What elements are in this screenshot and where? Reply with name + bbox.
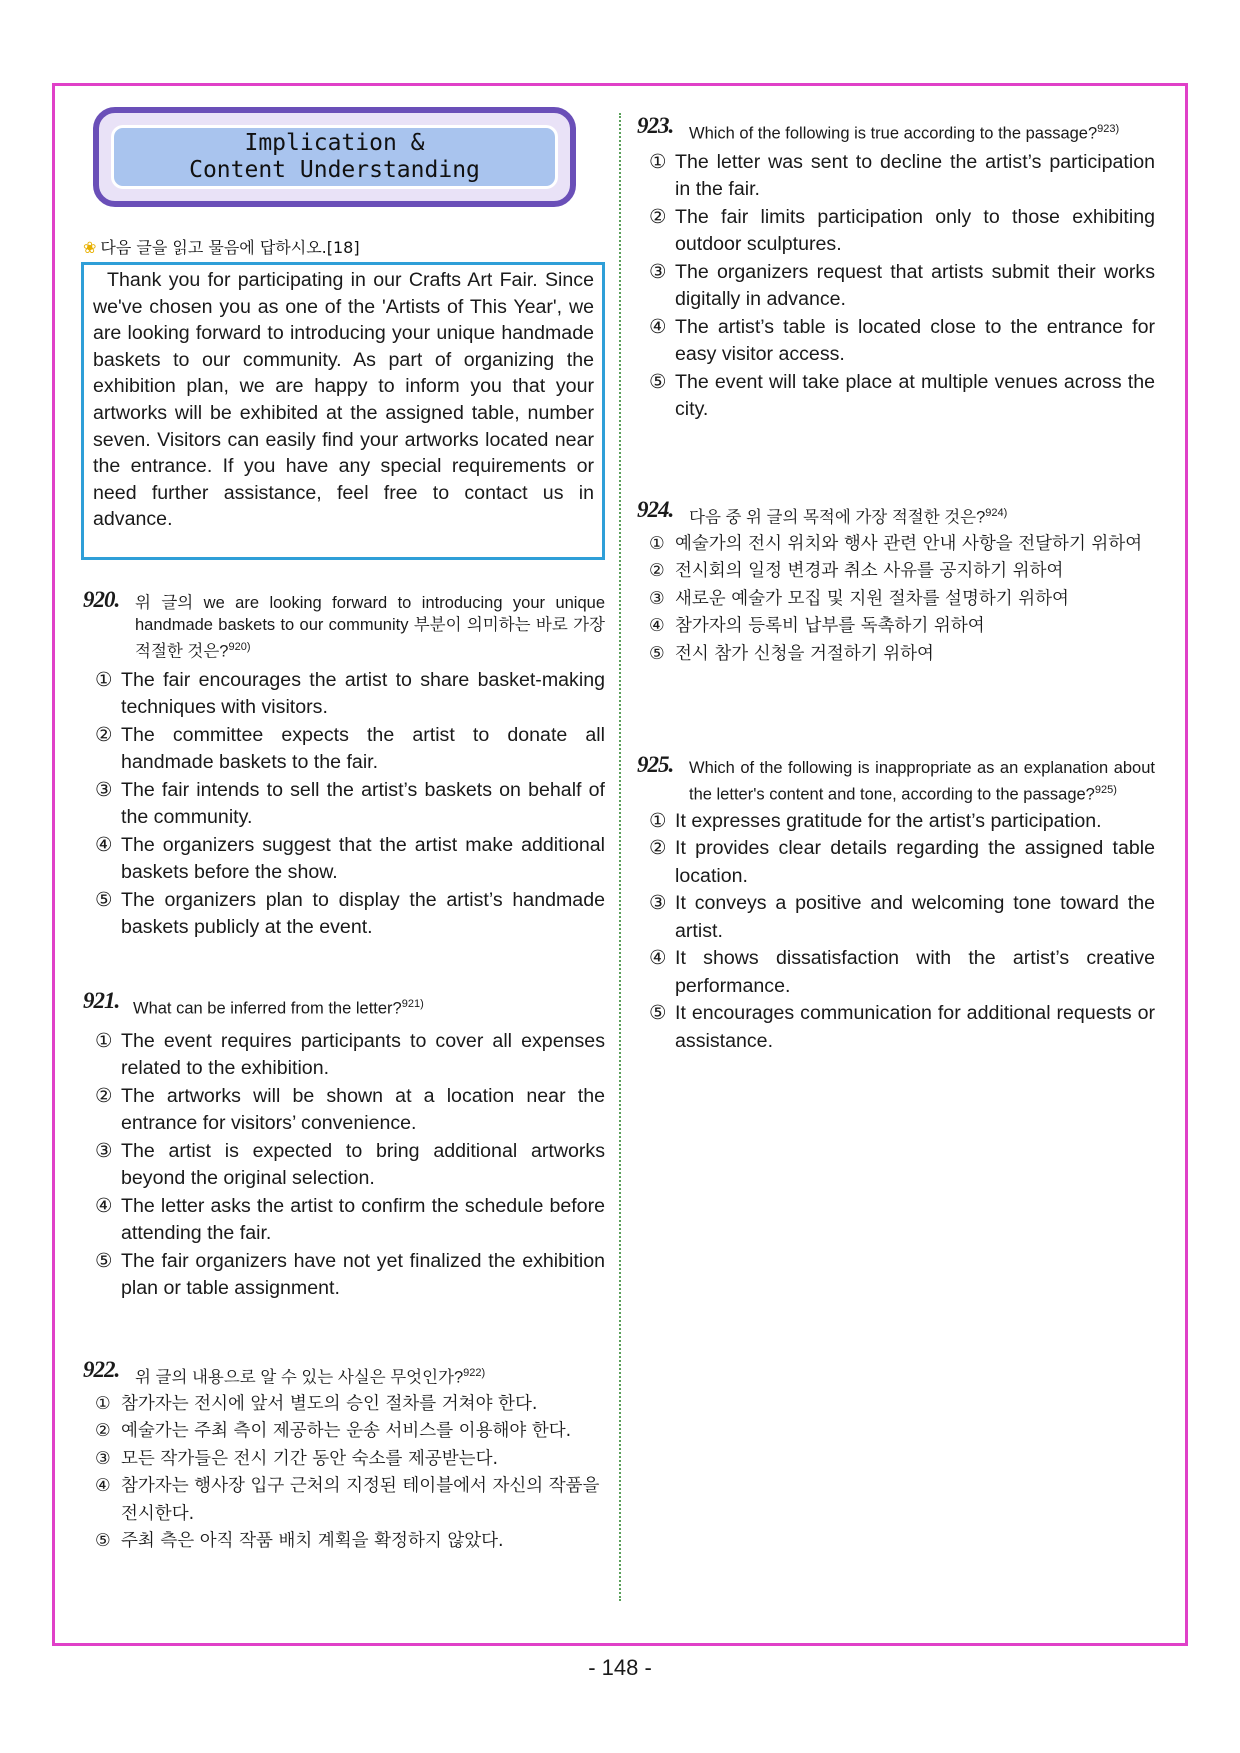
option-item[interactable] xyxy=(637,369,1155,424)
question-text: 위 글의 we are looking forward to introducing your unique handmade baskets to our community 부분이 의미하는 바로 가장 적절한 것은? xyxy=(135,594,605,661)
question-number: 922. xyxy=(83,1357,120,1382)
option-mark: ④ xyxy=(649,315,667,338)
question-ref: 924) xyxy=(985,507,1008,519)
question-stem xyxy=(637,752,1155,806)
option-item[interactable] xyxy=(637,641,1155,669)
option-mark: ⑤ xyxy=(95,1249,113,1272)
option-item[interactable] xyxy=(83,1473,605,1528)
option-item[interactable] xyxy=(83,1028,605,1083)
option-text: 참가자의 등록비 납부를 독촉하기 위하여 xyxy=(675,616,985,636)
option-item[interactable] xyxy=(637,531,1155,559)
option-item[interactable] xyxy=(637,613,1155,641)
option-text: The fair encourages the artist to share basket-making techniques with visitors. xyxy=(121,668,605,718)
instruction xyxy=(83,235,360,258)
option-mark: ① xyxy=(649,533,665,554)
option-mark: ③ xyxy=(95,1139,113,1162)
option-text: 참가자는 행사장 입구 근처의 지정된 테이블에서 자신의 작품을 전시한다. xyxy=(121,1476,600,1524)
option-text: The fair limits participation only to those exhibiting outdoor sculptures. xyxy=(675,205,1155,255)
option-text: 모든 작가들은 전시 기간 동안 숙소를 제공받는다. xyxy=(121,1448,499,1469)
option-item[interactable] xyxy=(83,1248,605,1303)
option-text: It provides clear details regarding the assigned table location. xyxy=(675,837,1155,887)
option-mark: ① xyxy=(95,668,113,691)
option-item[interactable] xyxy=(637,558,1155,586)
option-item[interactable] xyxy=(83,832,605,887)
option-item[interactable] xyxy=(83,1446,605,1474)
option-item[interactable] xyxy=(83,1138,605,1193)
question-ref: 922) xyxy=(463,1367,486,1379)
option-item[interactable] xyxy=(83,777,605,832)
option-mark: ③ xyxy=(649,260,667,283)
option-mark: ② xyxy=(649,837,667,859)
question-ref: 921) xyxy=(401,998,424,1010)
question-number: 924. xyxy=(637,497,674,522)
question-number: 921. xyxy=(83,988,120,1013)
section-title xyxy=(111,125,558,189)
question-stem xyxy=(83,1357,605,1389)
option-text: It expresses gratitude for the artist’s participation. xyxy=(675,809,1102,832)
option-mark: ② xyxy=(95,723,113,746)
option-mark: ④ xyxy=(649,947,667,969)
option-text: 참가자는 전시에 앞서 별도의 승인 절차를 거쳐야 한다. xyxy=(121,1393,538,1414)
question-ref: 925) xyxy=(1094,784,1117,796)
option-item[interactable] xyxy=(83,667,605,722)
option-item[interactable] xyxy=(637,149,1155,204)
question-922 xyxy=(83,1357,605,1556)
option-mark: ① xyxy=(95,1029,113,1052)
question-text: 다음 중 위 글의 목적에 가장 적절한 것은? xyxy=(689,508,986,527)
option-text: The event requires participants to cover all expenses related to the exhibition. xyxy=(121,1029,605,1079)
reading-passage: Thank you for participating in our Crafts Art Fair. Since we've chosen you as one of the 'Artists of This Year', we are looking forward to introducing your unique handmade baskets to our community. As part of organizing the exhibition plan, we are happy to inform you that your artworks will be exhibited at the assigned table, number seven. Visitors can easily find your artworks located near the entrance. If you have any special requirements or need further assistance, feel free to contact us in advance. xyxy=(81,262,605,560)
option-text: 예술가는 주최 측이 제공하는 운송 서비스를 이용해야 한다. xyxy=(121,1421,572,1441)
question-number: 920. xyxy=(83,587,120,612)
option-mark: ① xyxy=(95,1393,111,1414)
question-text: 위 글의 내용으로 알 수 있는 사실은 무엇인가? xyxy=(135,1368,464,1387)
option-item[interactable] xyxy=(83,1391,605,1419)
option-mark: ① xyxy=(649,809,667,832)
instruction-text: 다음 글을 읽고 물음에 답하시오.[18] xyxy=(100,238,360,257)
option-text: The letter was sent to decline the artist’s participation in the fair. xyxy=(675,150,1155,200)
option-item[interactable] xyxy=(83,1418,605,1446)
question-stem xyxy=(83,988,605,1020)
option-mark: ③ xyxy=(649,588,665,609)
option-item[interactable] xyxy=(637,1000,1155,1055)
option-item[interactable] xyxy=(83,722,605,777)
option-item[interactable] xyxy=(637,586,1155,614)
option-mark: ③ xyxy=(95,778,113,801)
option-text: The committee expects the artist to donate all handmade baskets to the fair. xyxy=(121,723,605,773)
section-title-badge xyxy=(93,107,576,207)
option-mark: ② xyxy=(95,1421,111,1441)
option-text: 주최 측은 아직 작품 배치 계획을 확정하지 않았다. xyxy=(121,1531,504,1551)
question-stem xyxy=(83,587,605,663)
option-text: The letter asks the artist to confirm the schedule before attending the fair. xyxy=(121,1194,605,1244)
option-item[interactable] xyxy=(637,945,1155,1000)
option-mark: ③ xyxy=(649,892,667,914)
option-text: The organizers suggest that the artist make additional baskets before the show. xyxy=(121,833,605,883)
option-text: It encourages communication for additional requests or assistance. xyxy=(675,1002,1155,1052)
page-number: - 148 - xyxy=(588,1655,652,1680)
option-mark: ⑤ xyxy=(649,370,667,393)
option-item[interactable] xyxy=(83,1193,605,1248)
section-title-line1: Implication & xyxy=(244,130,425,156)
question-text: Which of the following is true according to the passage? xyxy=(689,124,1098,143)
option-mark: ② xyxy=(649,205,667,228)
question-921 xyxy=(83,988,605,1303)
option-text: The fair organizers have not yet finalized the exhibition plan or table assignment. xyxy=(121,1249,605,1299)
option-mark: ④ xyxy=(649,616,665,636)
option-mark: ⑤ xyxy=(649,1002,667,1024)
option-mark: ④ xyxy=(95,833,113,856)
option-mark: ④ xyxy=(95,1476,111,1496)
option-text: 예술가의 전시 위치와 행사 관련 안내 사항을 전달하기 위하여 xyxy=(675,533,1143,554)
option-item[interactable] xyxy=(637,204,1155,259)
option-item[interactable] xyxy=(637,808,1155,836)
option-mark: ⑤ xyxy=(95,888,113,911)
option-mark: ⑤ xyxy=(95,1531,111,1551)
option-item[interactable] xyxy=(637,835,1155,890)
question-925 xyxy=(637,752,1155,1055)
question-stem xyxy=(637,497,1155,529)
option-mark: ④ xyxy=(95,1194,113,1217)
option-item[interactable] xyxy=(83,1083,605,1138)
question-924 xyxy=(637,497,1155,668)
option-item[interactable] xyxy=(637,259,1155,314)
option-item[interactable] xyxy=(83,1528,605,1556)
question-number: 925. xyxy=(637,752,674,777)
question-920 xyxy=(83,587,605,942)
option-mark: ③ xyxy=(95,1448,111,1469)
question-text: What can be inferred from the letter? xyxy=(133,999,402,1018)
option-text: The artworks will be shown at a location near the entrance for visitors’ convenience. xyxy=(121,1084,605,1134)
option-text: The organizers plan to display the artist’s handmade baskets publicly at the event. xyxy=(121,888,605,938)
question-ref: 920) xyxy=(228,641,251,653)
option-item[interactable] xyxy=(83,887,605,942)
option-text: The organizers request that artists submit their works digitally in advance. xyxy=(675,260,1155,310)
option-mark: ② xyxy=(649,561,665,581)
option-text: 새로운 예술가 모집 및 지원 절차를 설명하기 위하여 xyxy=(675,588,1069,609)
option-text: 전시 참가 신청을 거절하기 위하여 xyxy=(675,643,934,664)
option-text: The artist’s table is located close to the entrance for easy visitor access. xyxy=(675,315,1155,365)
option-text: It shows dissatisfaction with the artist’s creative performance. xyxy=(675,947,1155,997)
option-mark: ⑤ xyxy=(649,643,665,664)
option-item[interactable] xyxy=(637,890,1155,945)
question-number: 923. xyxy=(637,113,674,138)
option-mark: ① xyxy=(649,150,667,173)
flower-icon: ❀ xyxy=(83,238,97,257)
section-title-line2: Content Understanding xyxy=(189,157,480,183)
option-text: The event will take place at multiple venues across the city. xyxy=(675,370,1155,420)
option-mark: ② xyxy=(95,1084,113,1107)
option-item[interactable] xyxy=(637,314,1155,369)
option-text: 전시회의 일정 변경과 취소 사유를 공지하기 위하여 xyxy=(675,561,1064,581)
option-text: It conveys a positive and welcoming tone toward the artist. xyxy=(675,892,1155,942)
option-text: The fair intends to sell the artist’s baskets on behalf of the community. xyxy=(121,778,605,828)
question-stem xyxy=(637,113,1155,145)
column-divider xyxy=(619,113,621,1601)
option-text: The artist is expected to bring additional artworks beyond the original selection. xyxy=(121,1139,605,1189)
question-ref: 923) xyxy=(1097,123,1120,135)
question-923 xyxy=(637,113,1155,424)
question-text: Which of the following is inappropriate as an explanation about the letter's content and tone, according to the passage? xyxy=(689,759,1155,804)
